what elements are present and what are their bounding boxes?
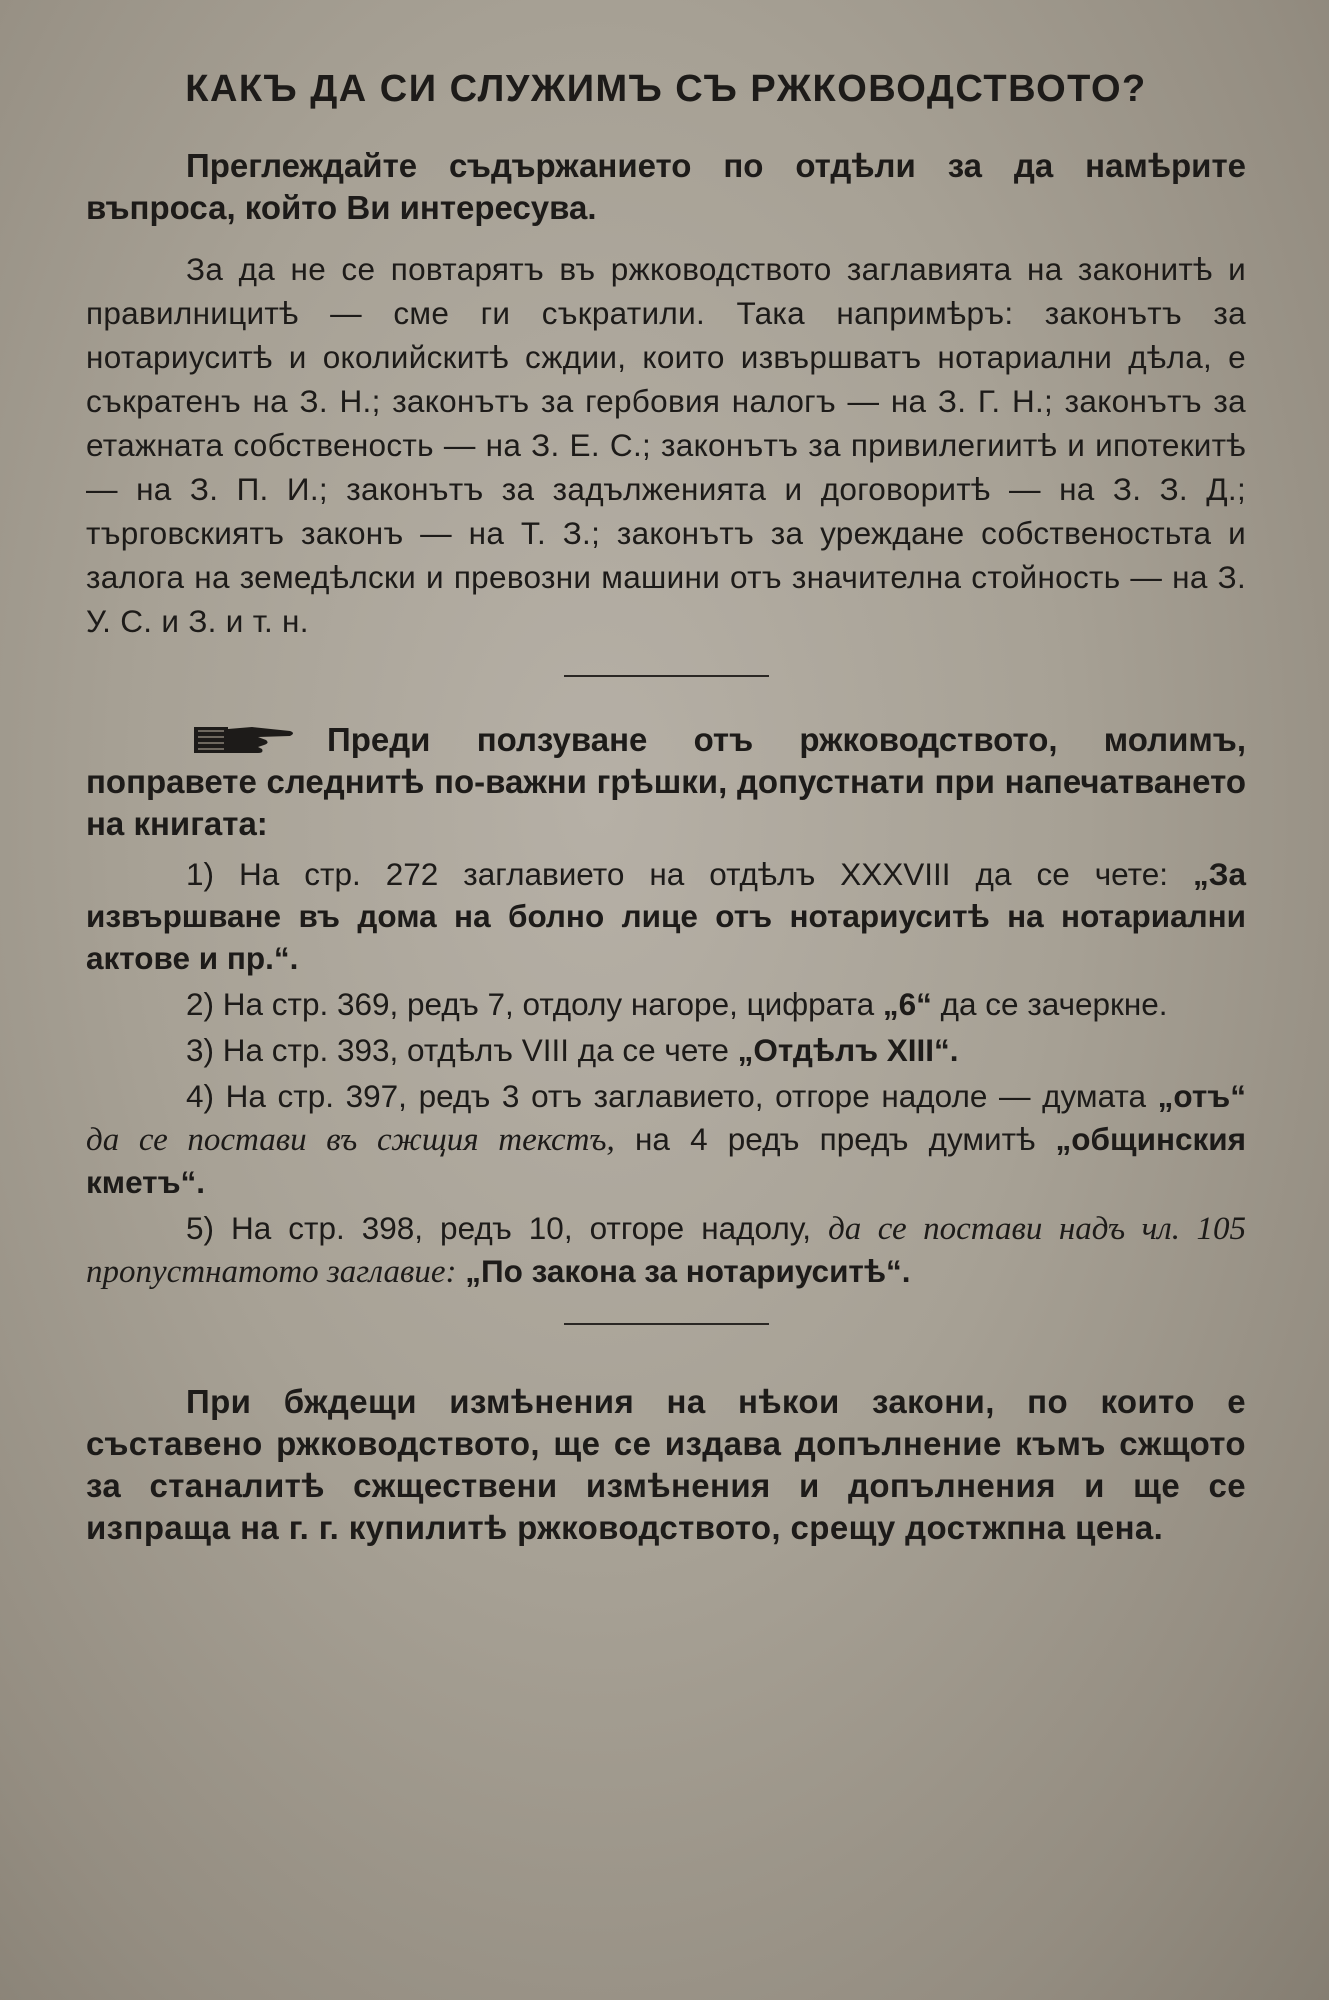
pointing-hand-icon (192, 721, 297, 757)
errata-notice-text: Преди ползуване отъ ржководството, молимъ, поправете следнитѣ по-важни грѣшки, допустнати при напечатването на книгата: (86, 721, 1246, 842)
page-title: КАКЪ ДА СИ СЛУЖИМЪ СЪ РЖКОВОДСТВОТО? (185, 68, 1147, 110)
section-divider-2 (564, 1323, 769, 1325)
errata-item-4: 4) На стр. 397, редъ 3 отъ заглавието, отгоре надоле — думата „отъ“ да се постави въ сжщия текстъ, на 4 редъ предъ думитѣ „общинския кметъ“. (86, 1078, 1246, 1200)
errata-item-5: 5) На стр. 398, редъ 10, отгоре надолу, да се постави надъ чл. 105 пропустнатото заглавие: „По закона за нотариуситѣ“. (86, 1210, 1246, 1290)
errata-item-3: 3) На стр. 393, отдѣлъ VIII да се чете „Отдѣлъ XIII“. (186, 1032, 959, 1068)
errata-item-2: 2) На стр. 369, редъ 7, отдолу нагоре, цифрата „6“ да се зачеркне. (186, 986, 1168, 1022)
abbreviations-paragraph: За да не се повтарятъ въ ржководството заглавията на законитѣ и правилницитѣ — сме ги съкратили. Така напримѣръ: законътъ за нотариуситѣ и околийскитѣ сждии, които извършватъ нотариални дѣла, е съкратенъ на З. Н.; законътъ за гербовия налогъ — на З. Г. Н.; законътъ за етажната собственость — на З. Е. С.; законътъ за привилегиитѣ и ипотекитѣ — на З. П. И.; законътъ за задълженията и договоритѣ — на З. З. Д.; търговскиятъ законъ — на Т. З.; законътъ за уреждане собственостьта и залога на земедѣлски и превозни машини отъ значителна стойность — на З. У. С. и З. и т. н. (86, 251, 1246, 639)
page-content (86, 60, 1246, 1549)
errata-notice (86, 719, 1246, 845)
closing-paragraph: При бждещи измѣнения на нѣкои закони, по които е съставено ржководството, ще се издава допълнение къмъ сжщото за станалитѣ сжществени измѣнения и допълнения и ще се изпраща на г. г. купилитѣ ржководството, срещу достжпна цена. (86, 1383, 1246, 1546)
section-divider (564, 675, 769, 677)
errata-item-1: 1) На стр. 272 заглавието на отдѣлъ XXXVIII да се чете: „За извършване въ дома на болно лице отъ нотариуситѣ на нотариални актове и пр.“. (86, 856, 1246, 976)
intro-paragraph: Преглеждайте съдържанието по отдѣли за да намѣрите въпроса, който Ви интересува. (86, 147, 1246, 226)
